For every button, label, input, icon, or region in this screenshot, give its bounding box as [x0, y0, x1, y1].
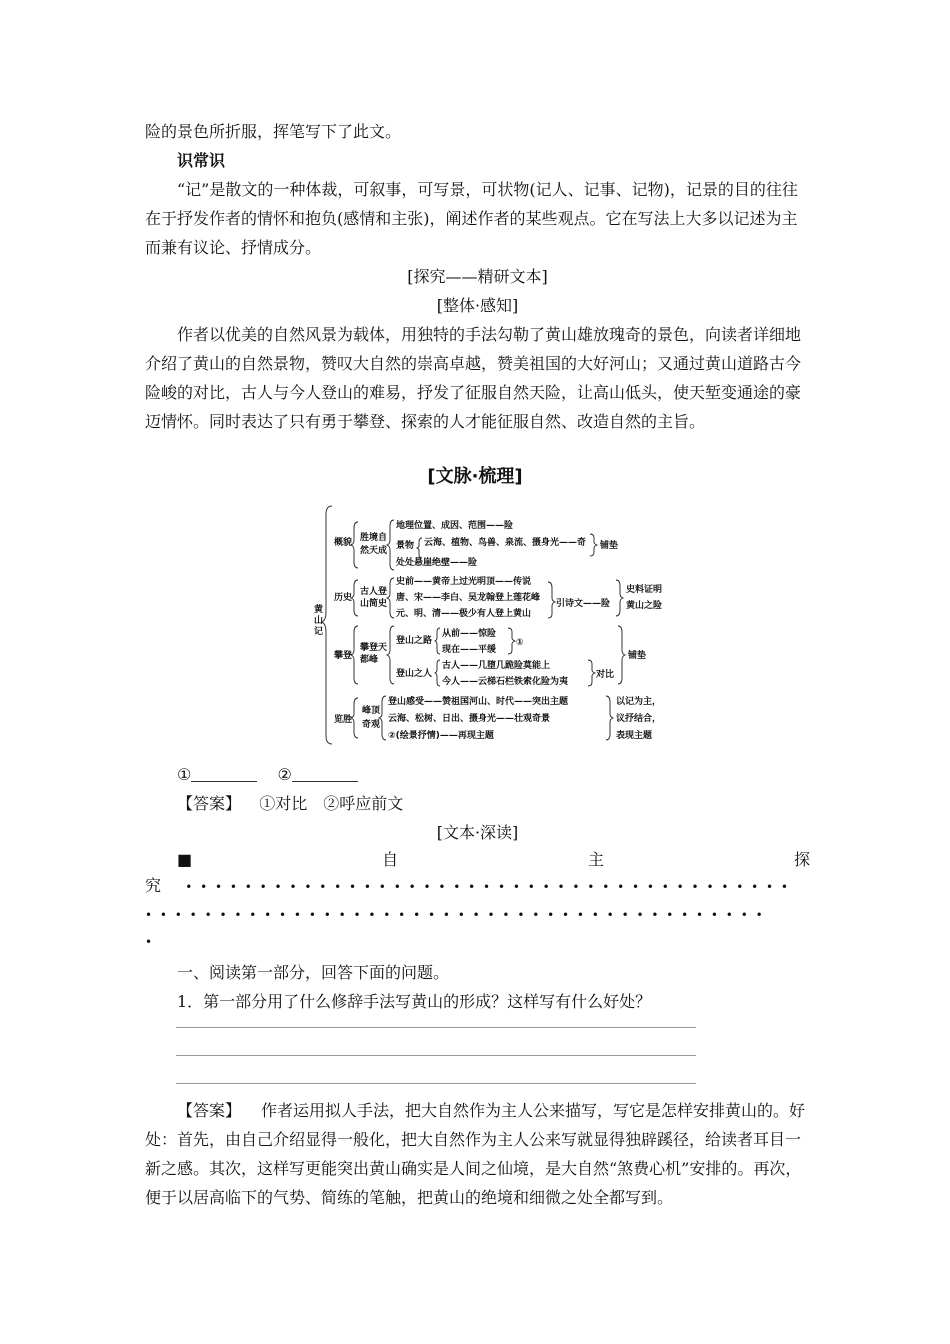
- b1-brace: [351, 522, 358, 568]
- b2-inner-brace: [387, 578, 394, 618]
- b2-note2: 黄山之险: [626, 601, 663, 611]
- b1-line1: 地理位置、成因、范围——险: [396, 521, 514, 531]
- overall-paragraph: 作者以优美的自然风景为载体，用独特的手法勾勒了黄山雄放瑰奇的景色，向读者详细地介绍了黄山的自然景物，赞叹大自然的崇高卓越，赞美祖国的大好河山；又通过黄山道路古今险峻的对比，古人与今人登山的难易，抒发了征服自然天险，让高山低头，使天堑变通途的豪迈情怀。同时表达了只有勇于攀登、探索的人才能征服自然、改造自然的主旨。: [145, 325, 802, 431]
- b3-people2: 今人——云梯石栏铁索化险为夷: [442, 677, 569, 687]
- blanks-row: [177, 760, 842, 789]
- b4-label: 览胜: [334, 715, 353, 725]
- b2-mid-brace: [548, 582, 555, 618]
- diagram-title: [文脉·梳理]: [427, 466, 523, 487]
- b1-scene-brace: [417, 538, 422, 558]
- section-explore: [探究——精研文本]: [407, 267, 548, 286]
- b2-note1: 史料证明: [626, 585, 663, 595]
- dots-row-2: [145, 899, 765, 930]
- b1-note: 铺垫: [600, 541, 619, 551]
- b3-people1: 古人——几堕几跪险莫能上: [442, 661, 551, 671]
- intro-tail: 险的景色所折服，挥笔写下了此文。: [145, 122, 402, 141]
- section-deep: [文本·深读]: [436, 823, 519, 842]
- b3-road2: 现在——平缓: [442, 645, 497, 655]
- b3-people-brace: [435, 660, 440, 686]
- self-explore-c1: 自: [382, 850, 399, 869]
- structure-diagram: [300, 500, 680, 750]
- b3-brace: [351, 626, 358, 684]
- blank-2-label: ②: [277, 765, 292, 784]
- b3-inner-brace: [387, 626, 394, 684]
- root-brace: [322, 506, 332, 744]
- b2-label: 历史: [334, 593, 353, 603]
- self-explore-heading: [177, 845, 810, 874]
- b3-cmp-brace: [588, 660, 595, 686]
- diagram-root-3: 记: [314, 627, 324, 637]
- b2-sub2: 山简史: [360, 599, 388, 609]
- answer-2-label: 【答案】: [177, 1101, 242, 1120]
- heading-knowledge: 识常识: [177, 151, 226, 170]
- b3-sub1: 攀登天: [360, 643, 388, 653]
- diagram-root-1: 黄: [314, 605, 324, 615]
- diagram-root-2: 山: [314, 616, 324, 626]
- b2-mid: 引诗文——险: [556, 599, 611, 609]
- answer-line-2[interactable]: [176, 1055, 696, 1056]
- b2-sub1: 古人登: [360, 587, 388, 597]
- b3-people: 登山之人: [396, 669, 433, 679]
- b3-sub2: 都峰: [360, 655, 379, 665]
- b3-road: 登山之路: [396, 636, 433, 646]
- blank-1-label: ①: [177, 765, 192, 784]
- b1-scene: 景物: [396, 541, 415, 551]
- b4-line3: ②(绘景抒情)——再现主题: [388, 731, 494, 741]
- question-section: 一、阅读第一部分，回答下面的问题。: [177, 963, 450, 982]
- self-explore-c4: 究: [145, 876, 162, 895]
- b2-line2: 唐、宋——李白、吴龙翰登上莲花峰: [396, 593, 541, 603]
- answer-2-text: 作者运用拟人手法，把大自然作为主人公来描写，写它是怎样安排黄山的。好处：首先，由自己介绍显得一般化，把大自然作为主人公来写就显得独辟蹊径，给读者耳目一新之感。其次，这样写更能突出黄山确实是人间之仙境，是大自然“煞费心机”安排的。再次，便于以居高临下的气势、简练的笔触，把黄山的绝境和细微之处全都写到。: [145, 1101, 806, 1207]
- b1-line2: 云海、植物、鸟兽、泉流、摄身光——奇: [424, 538, 587, 548]
- b4-note3: 表现主题: [616, 731, 653, 741]
- b4-note-brace: [606, 696, 613, 740]
- b1-sub1: 胜境自: [360, 533, 388, 543]
- b1-line3: 处处悬崖绝壁——险: [396, 558, 478, 568]
- b3-mark1: ①: [516, 638, 524, 648]
- blank-1-line[interactable]: [191, 765, 257, 782]
- b4-note2: 议抒结合，: [616, 714, 662, 724]
- answer-1-label: 【答案】: [177, 794, 242, 813]
- b1-sub2: 然天成: [360, 546, 388, 556]
- question-1: 1．第一部分用了什么修辞手法写黄山的形成？这样写有什么好处？: [177, 992, 652, 1011]
- b4-brace: [351, 698, 358, 738]
- dots-row-3: [145, 926, 152, 957]
- blank-2-line[interactable]: [292, 765, 358, 782]
- b1-note-brace: [590, 534, 597, 556]
- b4-sub2: 奇观: [362, 720, 381, 730]
- answer-line-1[interactable]: [176, 1027, 696, 1028]
- b3-label: 攀登: [334, 651, 353, 661]
- b1-inner-brace: [387, 520, 394, 570]
- b4-line1: 登山感受——赞祖国河山、时代——突出主题: [388, 697, 569, 707]
- b3-note-brace: [618, 626, 625, 684]
- b3-cmp: 对比: [596, 670, 615, 680]
- dots-row-1: [145, 871, 790, 902]
- b3-road-close-brace: [508, 628, 515, 654]
- dots-3: •: [145, 935, 153, 949]
- b3-note: 铺垫: [628, 651, 647, 661]
- b2-line1: 史前——黄帝上过光明顶——传说: [396, 577, 532, 587]
- b3-road1: 从前——惊险: [442, 629, 497, 639]
- b4-line2: 云海、松树、日出、摄身光——壮观奇景: [388, 714, 551, 724]
- b4-inner-brace: [379, 696, 386, 740]
- answer-1-text: ①对比 ②呼应前文: [259, 794, 404, 813]
- self-explore-c2: 主: [588, 850, 605, 869]
- knowledge-paragraph: “记”是散文的一种体裁，可叙事，可写景，可状物(记人、记事、记物)，记景的目的往往在于抒发作者的情怀和抱负(感情和主张)，阐述作者的某些观点。它在写法上大多以记述为主而兼有议论、抒情成分。: [145, 180, 798, 257]
- self-explore-square: ■: [177, 850, 193, 869]
- section-overall: [整体·感知]: [436, 296, 519, 315]
- b2-note-brace: [616, 580, 623, 616]
- answer-2: [145, 1096, 810, 1212]
- b2-brace: [351, 580, 358, 616]
- b3-road-brace: [435, 628, 440, 654]
- b4-note1: 以记为主，: [616, 697, 662, 707]
- b4-sub1: 峰顶: [362, 706, 381, 716]
- answer-1: [177, 789, 842, 818]
- answer-line-3[interactable]: [176, 1083, 696, 1084]
- b2-line3: 元、明、清——极少有人登上黄山: [396, 609, 532, 619]
- self-explore-c3: 探: [793, 850, 810, 869]
- dots-1: • • • • • • • • • • • • • • • • • • • • • • • • • • • • • • • • • • • • • • • • •: [185, 880, 790, 894]
- b1-label: 概貌: [334, 538, 353, 548]
- dots-2: • • • • • • • • • • • • • • • • • • • • • • • • • • • • • • • • • • • • • • • • • •: [145, 908, 765, 922]
